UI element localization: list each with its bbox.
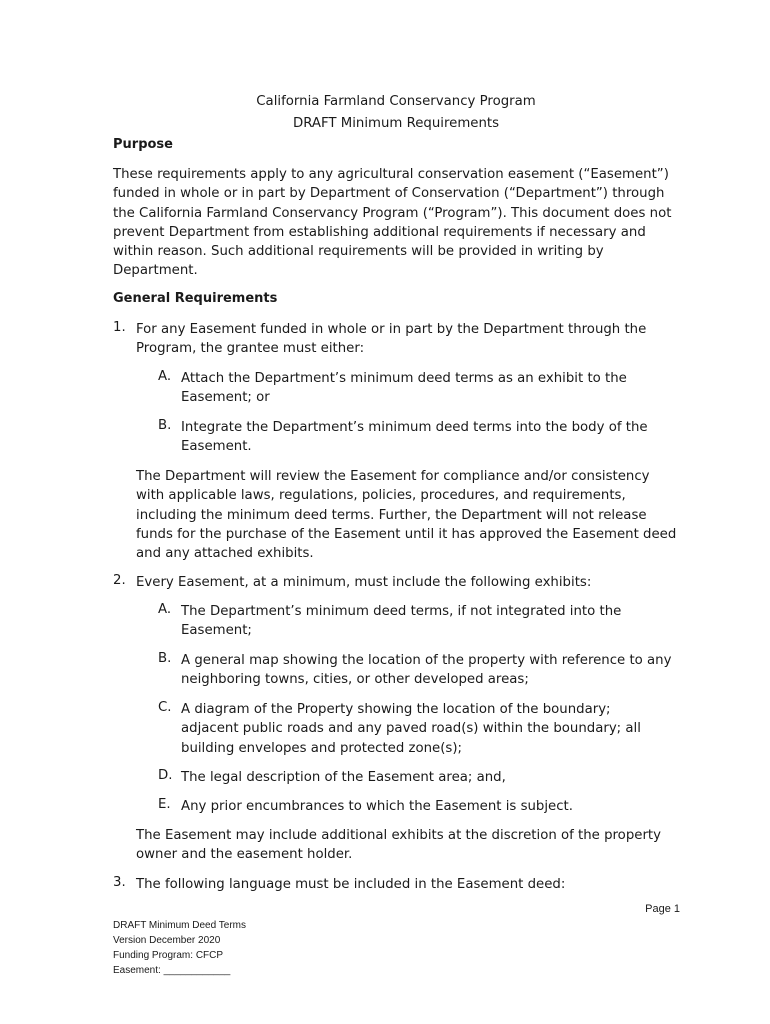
footer-line-1: DRAFT Minimum Deed Terms xyxy=(113,920,246,931)
item-2e-letter: E. xyxy=(158,797,171,812)
item-1a-letter: A. xyxy=(158,369,172,384)
item-2c-letter: C. xyxy=(158,700,172,715)
item-2b-letter: B. xyxy=(158,651,172,666)
item-2b-text: A general map showing the location of the property with reference to any neighboring towns, cities, or other developed areas; xyxy=(181,653,672,688)
item-1-text: For any Easement funded in whole or in part by the Department through the Program, the grantee must either: xyxy=(136,322,647,357)
item-2-text: Every Easement, at a minimum, must include the following exhibits: xyxy=(136,575,592,590)
purpose-paragraph: These requirements apply to any agricultural conservation easement (“Easement”) funded in whole or in part by Department of Conservation (“Department”) through the California Farmland Conservancy Program (“Program”). This document does not prevent Department from establishing additional requirements if necessary and within reason. Such additional requirements will be provided in writing by Department. xyxy=(113,167,672,279)
item-1b-letter: B. xyxy=(158,418,172,433)
item-1-note: The Department will review the Easement for compliance and/or consistency with applicable laws, regulations, policies, procedures, and requirements, including the minimum deed terms. Further, the Department will not release funds for the purchase of the Easement until it has approved the Easement deed and any attached exhibits. xyxy=(136,469,677,562)
item-2-number: 2. xyxy=(113,573,126,588)
item-2a-text: The Department’s minimum deed terms, if not integrated into the Easement; xyxy=(181,604,622,639)
item-2-note: The Easement may include additional exhibits at the discretion of the property owner and the easement holder. xyxy=(136,828,661,863)
footer-line-2: Version December 2020 xyxy=(113,935,221,946)
footer-block xyxy=(113,918,246,978)
item-2c-text: A diagram of the Property showing the location of the boundary; adjacent public roads and any paved road(s) within the boundary; all building envelopes and protected zone(s); xyxy=(181,702,641,756)
purpose-heading: Purpose xyxy=(113,137,173,152)
item-2d-letter: D. xyxy=(158,768,173,783)
doc-title-line1: California Farmland Conservancy Program xyxy=(256,94,536,109)
footer-line-3: Funding Program: CFCP xyxy=(113,950,224,961)
item-3-text: The following language must be included in the Easement deed: xyxy=(136,877,566,892)
item-3-number: 3. xyxy=(113,875,126,890)
item-2e-text: Any prior encumbrances to which the Easement is subject. xyxy=(181,799,573,814)
item-1b-text: Integrate the Department’s minimum deed terms into the body of the Easement. xyxy=(181,420,648,455)
item-1a-text: Attach the Department’s minimum deed terms as an exhibit to the Easement; or xyxy=(181,371,627,406)
item-1-number: 1. xyxy=(113,320,126,335)
page-number: Page 1 xyxy=(645,903,680,915)
item-2d-text: The legal description of the Easement area; and, xyxy=(181,770,506,785)
footer-line-4: Easement: ____________ xyxy=(113,965,231,976)
general-requirements-heading: General Requirements xyxy=(113,291,278,306)
doc-title-line2: DRAFT Minimum Requirements xyxy=(292,116,500,131)
item-2a-letter: A. xyxy=(158,602,172,617)
